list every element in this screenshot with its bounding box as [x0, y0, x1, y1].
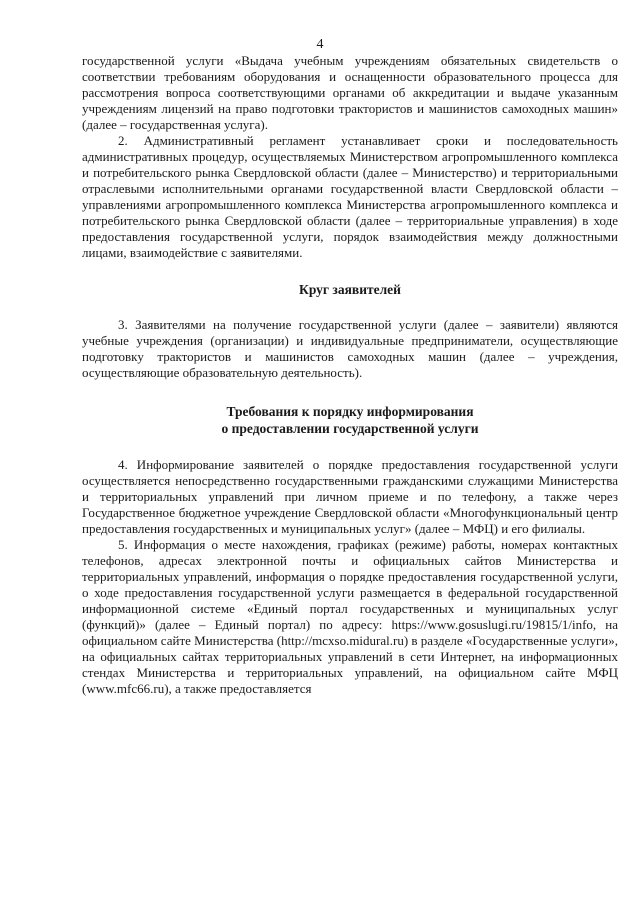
paragraph-5: 5. Информация о месте нахождения, графиках (режиме) работы, номерах контактных телефонов, адресах электронной почты и официальных сайтов Министерства и территориальных управлений, информация о порядке предоставления государственной услуги, о ходе предоставления государственной услуги размещается в федеральной государственной информационной системе «Единый портал государственных и муниципальных услуг (функций)» (далее – Единый портал) по адресу: https://www.gosuslugi.ru/19815/1/info, на официальном сайте Министерства (http://mcxso.midural.ru) в разделе «Государственные услуги», на официальных сайтах территориальных управлений в сети Интернет, на информационных стендах Министерства и территориальных управлений, на официальном сайте МФЦ (www.mfc66.ru), а также предоставляется: [82, 537, 618, 696]
section-heading-informing-line2: о предоставлении государственной услуги: [221, 421, 479, 436]
paragraph-2: 2. Административный регламент устанавливает сроки и последовательность административных процедур, осуществляемых Министерством агропромышленного комплекса и потребительского рынка Свердловской области (далее – Министерство) и территориальными отраслевыми исполнительными органами государственной власти Свердловской области – управлениями агропромышленного комплекса Министерства агропромышленного комплекса и потребительского рынка Свердловской области (далее – территориальные управления) в ходе предоставления государственной услуги, порядок взаимодействия между должностными лицами, взаимодействие с заявителями.: [82, 133, 618, 260]
paragraph-4: 4. Информирование заявителей о порядке предоставления государственной услуги осуществляется непосредственно государственными гражданскими служащими Министерства и территориальных управлений при личном приеме и по телефону, а также через Государственное бюджетное учреждение Свердловской области «Многофункциональный центр предоставления государственных и муниципальных услуг» (далее – МФЦ) и его филиалы.: [82, 457, 618, 536]
section-heading-applicants: Круг заявителей: [299, 282, 401, 297]
section-heading-informing-line1: Требования к порядку информирования: [226, 404, 474, 419]
document-body: [82, 53, 618, 697]
paragraph-3: 3. Заявителями на получение государственной услуги (далее – заявители) являются учебные учреждения (организации) и индивидуальные предприниматели, осуществляющие подготовку трактористов и машинистов самоходных машин (далее – учреждения, осуществляющие образовательную деятельность).: [82, 317, 618, 380]
page-number: 4: [316, 37, 324, 52]
section-heading-informing: [82, 403, 618, 437]
paragraph-continuation: государственной услуги «Выдача учебным учреждениям обязательных свидетельств о соответствии требованиям оборудования и оснащенности образовательного процесса для рассмотрения вопроса соответствующими органами об аккредитации и выдаче указанным учреждениям лицензий на право подготовки трактористов и машинистов самоходных машин» (далее – государственная услуга).: [82, 53, 618, 132]
